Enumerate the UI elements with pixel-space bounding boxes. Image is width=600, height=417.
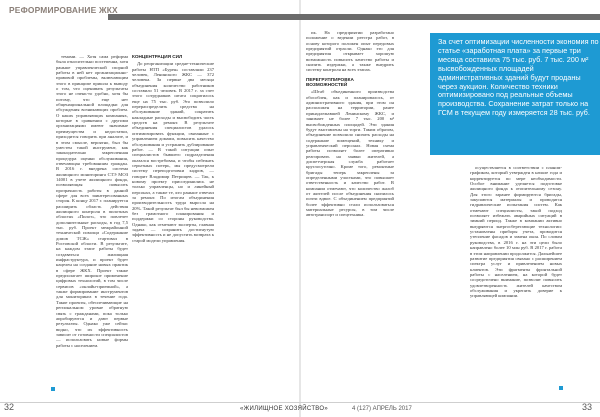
issue-info: 4 (127) АПРЕЛЬ 2017 (352, 406, 412, 412)
page-number: 32 (4, 402, 15, 412)
article-column-4 (470, 165, 562, 299)
header-rule (300, 14, 600, 20)
section-title: РЕФОРМИРОВАНИЕ ЖКХ (9, 5, 118, 15)
article-column-3 (306, 30, 394, 218)
column-2-text: До реорганизации средне-технические работы НТП «Бурея» составляли 237 человек, Ленинского ЖКС — 372 человека. За первые два месяца объединения количество работников составило 51 человек. В 2017 г. за счет этого сотрудников штата сократилось еще на 75 тыс. руб. Это позволило перераспределить средства на обслуживание зданий, сократить накладные расходы и высвободить часть средств на ремонт. В результате объединения специалистов удалось оптимизировать функции, связанные с управлением домами, повысить качество обслуживания и устранить дублирование работ. — В такой ситуации опыт специалистов бывшего подразделения оказался востребован, и чтобы избежать серьезных потерь, мы предусмотрели систему переподготовки кадров, — говорит Владимир Петрищев. — Так, к новому проекту присоединились не только управленцы, но и линейный персонал, а также те, кто раньше отвечал за ремонт. По итогам объединения производительность труда выросла на 20%. Такой результат был бы невозможен без грамотного планирования и поддержки со стороны руководства. Однако, как отмечают эксперты, главная задача — сохранить достигнутую эффективность и не допустить возврата к старой модели управления. (132, 61, 214, 243)
column-3-text-top: пк. На предприятии разработано положение о ведении реестра работ, в основу которого положен опыт передовых предприятий отрасли. Однако это для предприятия открывает хорошую возможность повысить качество работы и снизить издержки, а также внедрить систему контроля на всех этапах. (306, 30, 394, 73)
end-of-article-marker (559, 386, 563, 390)
right-page (240, 0, 600, 417)
article-column-2 (132, 54, 214, 243)
footer-rule (0, 402, 300, 403)
header-rule (108, 14, 300, 20)
magazine-name: «ЖИЛИЩНОЕ ХОЗЯЙСТВО» (240, 406, 329, 412)
column-3-heading: ПЕРЕГРУППИРОВКА ВОЗМОЖНОСТЕЙ (306, 76, 354, 88)
page-number: 33 (582, 402, 593, 412)
pull-quote-text: За счет оптимизации численности экономия по статье «заработная плата» за первые три месяца составила 75 тыс. руб. 7 тыс. 200 м² высвобожденных площадей административных зданий будут проданы через аукцион. Количество техники оптимизировано под реальные объемы производства. Сохранение затрат только на ГСМ в текущем году измеряется 28 тыс. руб. (438, 37, 599, 118)
pull-quote-box (430, 33, 600, 155)
column-3-text: «Штаб объединенного производства обособлен, как и планировалось, от административного здания, при этом он расположен на территории, ранее принадлежавшей Ленинскому ЖКС, и занимает не более 7 тыс. 200 м² высвобожденных площадей. Эти здания будут выставлены на торги. Таким образом, объединение позволило снизить расходы на содержание помещений, технику и управленческий персонал. Новая схема работы позволяет более оперативно реагировать на заявки жителей, а диспетчерская служба работает круглосуточно. Кроме того, ремонтные бригады теперь закреплены за определенными участками, что повышает ответственность и качество работ. В компании отмечают, что количество жалоб от жителей после объединения снизилось почти вдвое. С объединением предприятий более эффективно стали использоваться материальные ресурсы, в том числе автотранспорт и спецтехника. (306, 89, 394, 218)
column-4-text: осуществляется в соответствии с планом-графиком, который утвержден в начале года и корректируется по мере необходимости. Особое внимание уделяется подготовке жилищного фонда к отопительному сезону. Для этого заранее формируются бригады, закупаются материалы и проводятся гидравлические испытания систем. Как отмечают специалисты, такой подход позволяет избежать аварийных ситуаций в зимний период. Также в компании активно внедряются энергосберегающие технологии: установлены приборы учета, проводится утепление фасадов и замена окон. По словам руководства, в 2016 г. на эти цели было направлено более 10 млн руб. В 2017 г. работа в этом направлении продолжится. Дальнейшее развитие предприятия связано с расширением спектра услуг и привлечением новых клиентов. Эти фрагменты фронтальной работы с населением, на которой будет сосредоточено внимание, позволят повысить удовлетворенность жителей качеством обслуживания и укрепить доверие к управляющей компании. (470, 165, 562, 299)
paragraph-marker (51, 387, 55, 391)
footer-rule (300, 402, 600, 403)
column-1-text: темами. — Хотя сама реформа была относительно постепенна, хотя раньше управленческой спорной работы в ней нет организационно-правовой проблемы, включающим этого в принципе пришла к выводу о том, что оценивать результаты этого не очень-то удобно, хотя бы потому, что еще нет общенациональной площадки для обсуждения возникающих проблем. О каких управляющих компаниях, которые в сравнении с другими организациями имеют значимые преимущества и недостатки, приходится говорить при анализе, и в этом смысле, вероятно, был бы уместен такой инструмент, как законодательно закрепленная процедура оценки обслуживания, отвечающая требованиям граждан. В 2016 г. внедрена система жилищного мониторинга СТЭ МОЗ 14001 в учете жилищного фонда, позволяющая повысить прозрачность работы в данной сфере для всех заинтересованных сторон. К концу 2017 г. планируется расширить область действия жилищного контроля в пилотных областях «Пилот», что повлечет дополнительные расходы, в год 7,5 тыс. руб. Проект межрайонной технической помощи «Содержание домов ТСЖ» стартовал в Ростовской области. В результате, на каждом этапе работы будет создаваться жилищная инфраструктура, и проект будет нацелен на создание новых практик в сфере ЖКХ. Проект также предполагает широкое применение цифровых технологий, в том числе сервисов «онлайн-приемной», а также формирование инструментов для мониторинга в течение года. Такие проекты, обеспечивающие на региональном уровне обратную связь с гражданами, пока только апробируются и дают первые результаты. Однако уже сейчас видно, что их эффективность зависит от готовности специалистов — использовать новые формы работы с населением. (56, 54, 128, 348)
article-column-1 (56, 54, 128, 348)
column-2-heading: КОНЦЕНТРАЦИЯ СИЛ (132, 54, 183, 59)
